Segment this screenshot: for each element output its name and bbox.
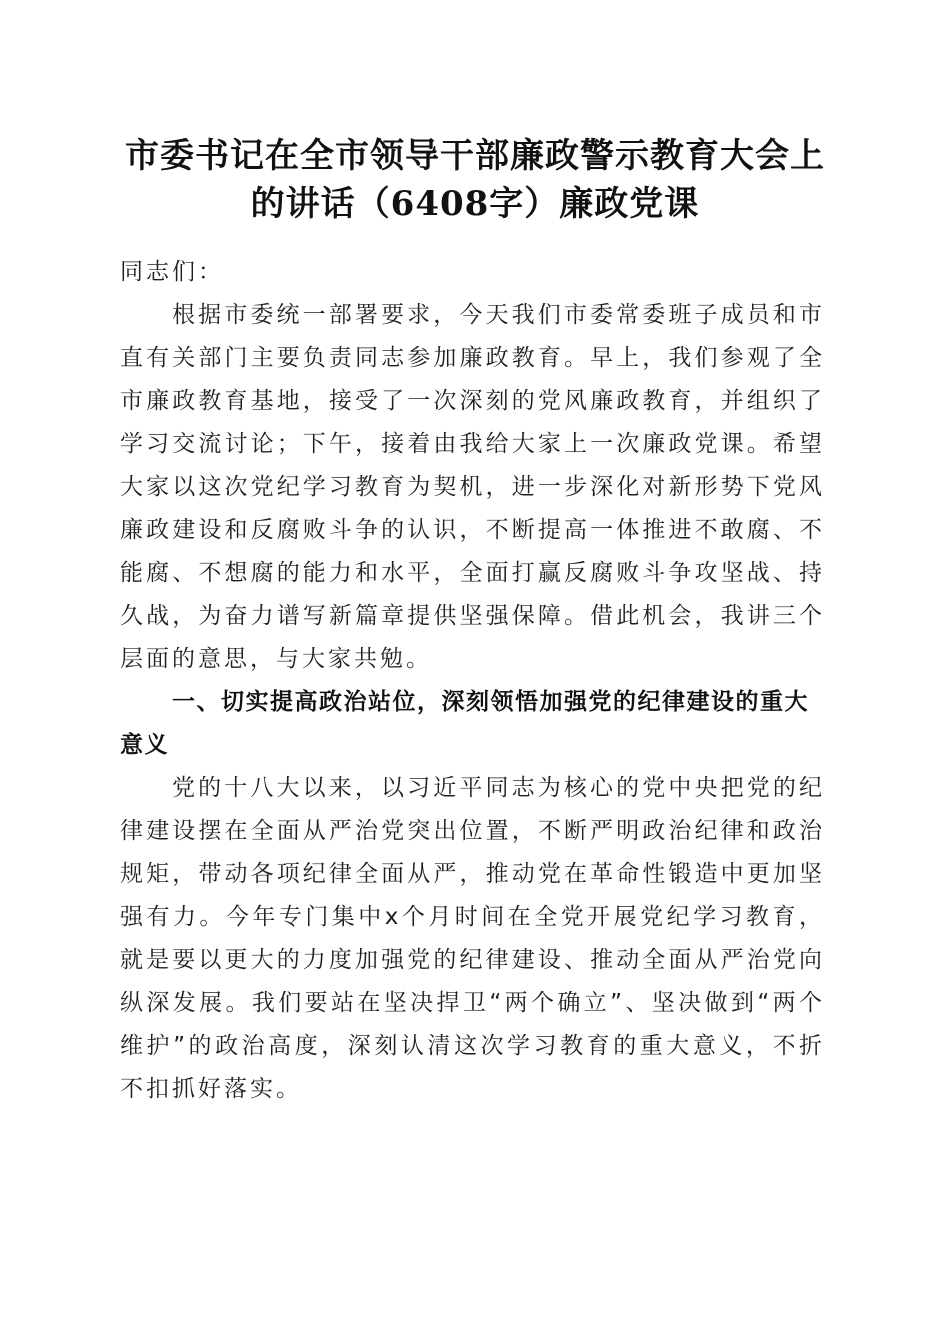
section-heading-1: 一、切实提高政治站位，深刻领悟加强党的纪律建设的重大意义 — [120, 689, 809, 758]
title-line-2: 的讲话（6408字）廉政党课 — [250, 184, 700, 224]
salutation: 同志们： — [120, 259, 224, 285]
document-body — [120, 251, 825, 1111]
paragraph-section-1: 党的十八大以来，以习近平同志为核心的党中央把党的纪律建设摆在全面从严治党突出位置，不断严明政治纪律和政治规矩，带动各项纪律全面从严，推动党在革命性锻造中更加坚强有力。今年专门集中x个月时间在全党开展党纪学习教育，就是要以更大的力度加强党的纪律建设、推动全面从严治党向纵深发展。我们要站在坚决捍卫“两个确立”、坚决做到“两个维护”的政治高度，深刻认清这次学习教育的重大意义，不折不扣抓好落实。 — [120, 775, 825, 1102]
document-title — [100, 132, 850, 228]
title-line-1: 市委书记在全市领导干部廉政警示教育大会上 — [125, 136, 825, 176]
paragraph-intro: 根据市委统一部署要求，今天我们市委常委班子成员和市直有关部门主要负责同志参加廉政教育。早上，我们参观了全市廉政教育基地，接受了一次深刻的党风廉政教育，并组织了学习交流讨论；下午，接着由我给大家上一次廉政党课。希望大家以这次党纪学习教育为契机，进一步深化对新形势下党风廉政建设和反腐败斗争的认识，不断提高一体推进不敢腐、不能腐、不想腐的能力和水平，全面打赢反腐败斗争攻坚战、持久战，为奋力谱写新篇章提供坚强保障。借此机会，我讲三个层面的意思，与大家共勉。 — [120, 302, 825, 672]
